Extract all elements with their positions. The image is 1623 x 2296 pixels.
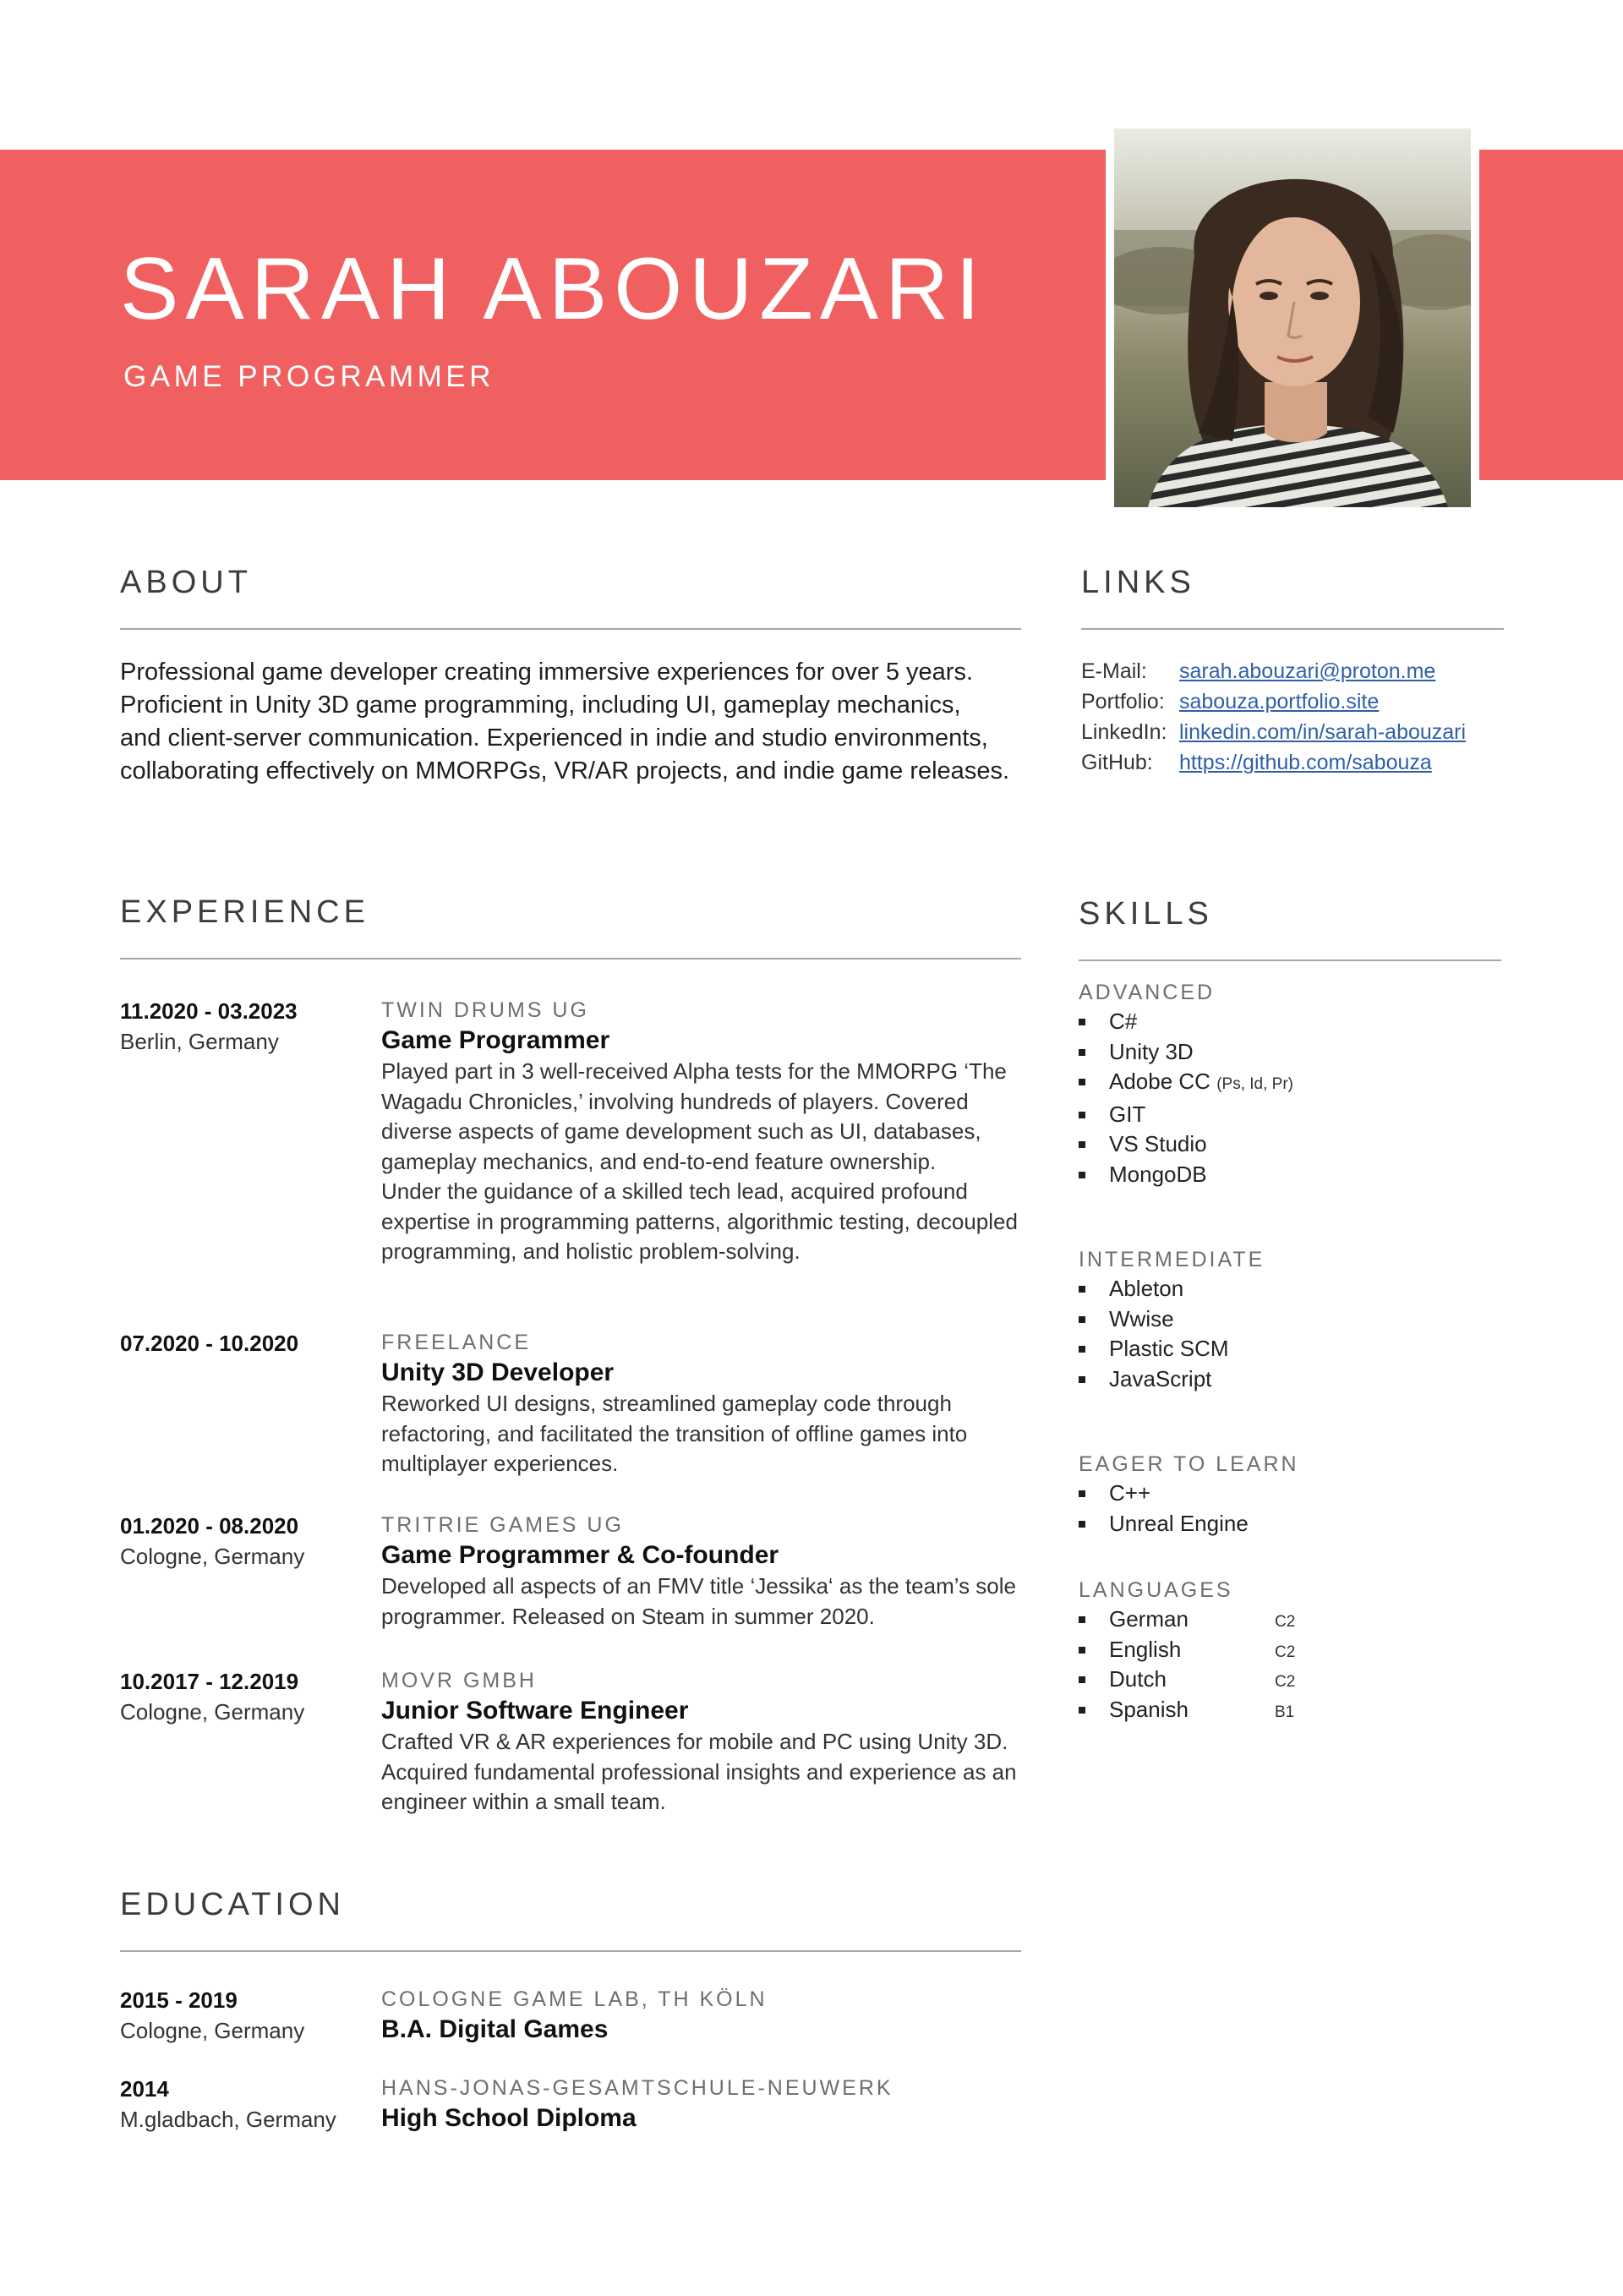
bullet-icon xyxy=(1079,1316,1085,1323)
about-line: collaborating effectively on MMORPGs, VR/AR projects, and indie game releases. xyxy=(120,757,1010,784)
links-list xyxy=(1081,656,1466,778)
experience-role: Junior Software Engineer xyxy=(381,1697,689,1725)
links-heading: LINKS xyxy=(1081,565,1195,600)
experience-details xyxy=(381,1511,1024,1632)
skill-name: Ableton xyxy=(1109,1276,1184,1301)
portfolio-link[interactable]: sabouza.portfolio.site xyxy=(1179,690,1380,713)
links-divider xyxy=(1081,628,1504,630)
candidate-name: SARAH ABOUZARI xyxy=(120,240,987,338)
experience-description xyxy=(381,1057,1024,1267)
bullet-icon xyxy=(1079,1707,1085,1714)
experience-details xyxy=(381,1328,1024,1479)
experience-paragraph: Played part in 3 well-received Alpha tests for the MMORPG ‘The Wagadu Chronicles,’ involving hundreds of players. Covered diverse aspects of game development such as UI, databases, gameplay mechanics, and end-to-end feature ownership. xyxy=(381,1058,1007,1174)
about-line: Professional game developer creating immersive experiences for over 5 years. xyxy=(120,659,974,686)
skill-name: Unity 3D xyxy=(1109,1038,1194,1064)
bullet-icon xyxy=(1079,1616,1085,1623)
skills-intermediate-list xyxy=(1079,1274,1265,1394)
experience-heading: EXPERIENCE xyxy=(120,894,369,930)
experience-paragraph: Crafted VR & AR experiences for mobile and PC using Unity 3D. Acquired fundamental professional insights and experience as an engineer within a small team. xyxy=(381,1729,1017,1814)
skills-eager-list xyxy=(1079,1479,1299,1539)
experience-divider xyxy=(120,958,1021,959)
bullet-icon xyxy=(1079,1172,1085,1178)
skills-group-heading: LANGUAGES xyxy=(1079,1578,1233,1602)
skill-name: GIT xyxy=(1109,1101,1146,1127)
experience-dates: 10.2017 - 12.2019 xyxy=(120,1669,299,1694)
skills-intermediate xyxy=(1079,1245,1265,1394)
bullet-icon xyxy=(1079,1019,1085,1025)
bullet-icon xyxy=(1079,1676,1085,1683)
skills-group-heading: ADVANCED xyxy=(1079,981,1216,1004)
link-github xyxy=(1081,747,1466,778)
skill-name: Plastic SCM xyxy=(1109,1336,1229,1361)
experience-dates: 07.2020 - 10.2020 xyxy=(120,1331,299,1356)
skill-item xyxy=(1079,1100,1293,1130)
link-email xyxy=(1081,656,1466,686)
skill-item xyxy=(1079,1364,1265,1395)
experience-paragraph: Developed all aspects of an FMV title ‘Jessika‘ as the team’s sole programmer. Released on Steam in summer 2020. xyxy=(381,1573,1016,1629)
bullet-icon xyxy=(1079,1141,1085,1148)
experience-company: MOVR GMBH xyxy=(381,1669,537,1692)
experience-location: Berlin, Germany xyxy=(120,1029,279,1054)
skill-item xyxy=(1079,1479,1299,1509)
language-name: English xyxy=(1109,1636,1182,1662)
education-dates: 2014 xyxy=(120,2076,169,2102)
skills-group-heading: INTERMEDIATE xyxy=(1079,1248,1265,1271)
bullet-icon xyxy=(1079,1521,1085,1528)
about-line: and client-server communication. Experienced in indie and studio environments, xyxy=(120,724,988,752)
skill-name: MongoDB xyxy=(1109,1161,1207,1187)
language-level: C2 xyxy=(1275,1673,1296,1691)
languages-list xyxy=(1079,1604,1296,1725)
link-portfolio xyxy=(1081,686,1466,717)
experience-location: Cologne, Germany xyxy=(120,1699,305,1725)
bullet-icon xyxy=(1079,1376,1085,1383)
language-item xyxy=(1079,1604,1296,1635)
experience-dates: 11.2020 - 03.2023 xyxy=(120,998,298,1024)
email-link[interactable]: sarah.abouzari@proton.me xyxy=(1179,659,1436,683)
education-degree: High School Diploma xyxy=(381,2104,637,2132)
skill-item xyxy=(1079,1274,1265,1304)
about-line: Proficient in Unity 3D game programming, including UI, gameplay mechanics, xyxy=(120,692,961,719)
bullet-icon xyxy=(1079,1286,1085,1293)
skills-eager xyxy=(1079,1450,1299,1539)
language-name: Spanish xyxy=(1109,1696,1189,1722)
experience-meta xyxy=(120,1666,374,1727)
education-meta xyxy=(120,1985,374,2046)
skill-item xyxy=(1079,1334,1265,1364)
skills-advanced xyxy=(1079,978,1293,1189)
skill-item xyxy=(1079,1067,1293,1100)
skill-item xyxy=(1079,1304,1265,1335)
link-label: LinkedIn: xyxy=(1081,720,1167,744)
language-name: German xyxy=(1109,1606,1189,1632)
skills-divider xyxy=(1079,959,1501,961)
skills-group-heading: EAGER TO LEARN xyxy=(1079,1452,1299,1476)
education-institution: HANS-JONAS-GESAMTSCHULE-NEUWERK xyxy=(381,2076,893,2100)
bullet-icon xyxy=(1079,1079,1085,1085)
language-level: C2 xyxy=(1275,1643,1296,1661)
language-item xyxy=(1079,1635,1296,1665)
about-text xyxy=(120,656,1025,788)
education-location: M.gladbach, Germany xyxy=(120,2107,336,2132)
skills-heading: SKILLS xyxy=(1079,896,1213,932)
bullet-icon xyxy=(1079,1490,1085,1497)
github-link[interactable]: https://github.com/sabouza xyxy=(1179,751,1432,774)
linkedin-link[interactable]: linkedin.com/in/sarah-abouzari xyxy=(1179,720,1467,744)
education-degree: B.A. Digital Games xyxy=(381,2015,609,2043)
experience-meta xyxy=(120,996,374,1057)
education-meta xyxy=(120,2074,374,2135)
skills-advanced-list xyxy=(1079,1007,1293,1189)
link-linkedin xyxy=(1081,717,1466,747)
experience-role: Game Programmer xyxy=(381,1026,610,1054)
skill-name: Adobe CC xyxy=(1109,1069,1210,1094)
skill-item xyxy=(1079,1160,1293,1190)
link-label: E-Mail: xyxy=(1081,659,1147,683)
education-divider xyxy=(120,1950,1021,1952)
education-location: Cologne, Germany xyxy=(120,2018,305,2043)
bullet-icon xyxy=(1079,1346,1085,1353)
experience-meta xyxy=(120,1511,374,1572)
education-institution: COLOGNE GAME LAB, TH KÖLN xyxy=(381,1987,768,2011)
profile-photo xyxy=(1114,128,1471,507)
job-title: GAME PROGRAMMER xyxy=(123,360,495,393)
language-item xyxy=(1079,1665,1296,1695)
skill-name: C# xyxy=(1109,1009,1138,1034)
skill-item xyxy=(1079,1037,1293,1068)
skill-item xyxy=(1079,1509,1299,1539)
experience-meta xyxy=(120,1328,374,1358)
profile-photo-frame xyxy=(1106,120,1479,512)
experience-paragraph: Under the guidance of a skilled tech lead, acquired profound expertise in programming patterns, algorithmic testing, decoupled programming, and holistic problem-solving. xyxy=(381,1178,1018,1264)
education-details xyxy=(381,1985,1024,2046)
language-level: B1 xyxy=(1275,1703,1295,1721)
experience-location: Cologne, Germany xyxy=(120,1544,305,1569)
link-label: GitHub: xyxy=(1081,751,1153,774)
link-label: Portfolio: xyxy=(1081,690,1165,713)
about-divider xyxy=(120,628,1021,630)
experience-description xyxy=(381,1572,1024,1632)
skill-item xyxy=(1079,1129,1293,1160)
experience-description xyxy=(381,1389,1024,1479)
language-item xyxy=(1079,1695,1295,1725)
skill-note: (Ps, Id, Pr) xyxy=(1216,1075,1293,1093)
experience-role: Game Programmer & Co-founder xyxy=(381,1541,779,1569)
experience-dates: 01.2020 - 08.2020 xyxy=(120,1513,299,1539)
skills-languages xyxy=(1079,1576,1296,1725)
skill-name: Wwise xyxy=(1109,1305,1174,1331)
experience-company: TWIN DRUMS UG xyxy=(381,998,589,1022)
experience-details xyxy=(381,996,1024,1267)
skill-name: Unreal Engine xyxy=(1109,1510,1249,1536)
education-details xyxy=(381,2074,1024,2135)
experience-company: TRITRIE GAMES UG xyxy=(381,1513,624,1537)
language-name: Dutch xyxy=(1109,1666,1167,1692)
skill-name: JavaScript xyxy=(1109,1365,1212,1391)
skill-name: VS Studio xyxy=(1109,1131,1207,1156)
experience-company: FREELANCE xyxy=(381,1331,532,1354)
bullet-icon xyxy=(1079,1049,1085,1056)
bullet-icon xyxy=(1079,1647,1085,1654)
experience-details xyxy=(381,1666,1024,1818)
experience-description xyxy=(381,1727,1024,1818)
bullet-icon xyxy=(1079,1112,1085,1118)
education-heading: EDUCATION xyxy=(120,1887,345,1922)
skill-item xyxy=(1079,1007,1293,1037)
education-dates: 2015 - 2019 xyxy=(120,1987,238,2013)
experience-paragraph: Reworked UI designs, streamlined gameplay code through refactoring, and facilitated the transition of offline games into multiplayer experiences. xyxy=(381,1391,968,1476)
language-level: C2 xyxy=(1275,1613,1296,1631)
experience-role: Unity 3D Developer xyxy=(381,1358,615,1386)
skill-name: C++ xyxy=(1109,1480,1151,1506)
about-heading: ABOUT xyxy=(120,565,252,600)
